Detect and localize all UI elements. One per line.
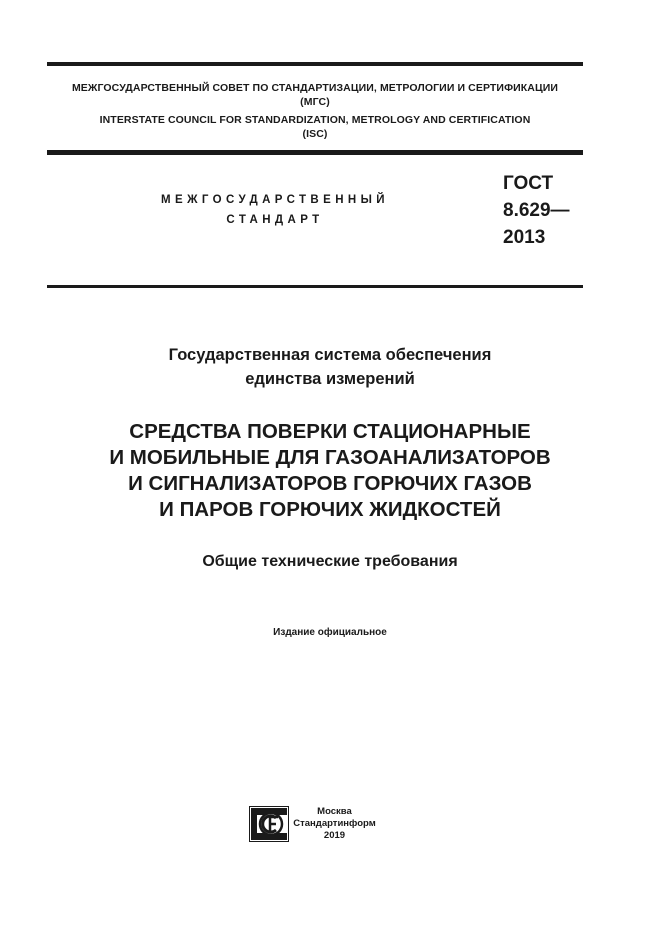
lower-rule	[47, 285, 583, 288]
main-title-line1: СРЕДСТВА ПОВЕРКИ СТАЦИОНАРНЫЕ	[129, 420, 531, 443]
standard-type-line1: МЕЖГОСУДАРСТВЕННЫЙ	[161, 194, 389, 206]
gost-code-line3: 2013	[503, 227, 546, 248]
main-title-line2: И МОБИЛЬНЫЕ ДЛЯ ГАЗОАНАЛИЗАТОРОВ	[109, 446, 551, 469]
council-ru-abbr: (МГС)	[300, 96, 330, 108]
council-russian	[47, 81, 583, 109]
gost-code-line2: 8.629—	[503, 200, 570, 221]
publication-year: 2019	[323, 830, 346, 841]
council-english	[47, 113, 583, 141]
gost-code-line1: ГОСТ	[503, 173, 554, 194]
council-ru-name: МЕЖГОСУДАРСТВЕННЫЙ СОВЕТ ПО СТАНДАРТИЗАЦИИ, МЕТРОЛОГИИ И СЕРТИФИКАЦИИ	[71, 82, 559, 94]
system-title-line2: единства измерений	[245, 370, 415, 388]
publisher-city: Москва	[317, 806, 352, 817]
standartinform-logo-icon	[249, 806, 289, 842]
gost-designation	[503, 170, 570, 251]
system-title	[47, 343, 613, 391]
system-title-line1: Государственная система обеспечения	[168, 346, 492, 364]
publisher-imprint	[292, 806, 377, 842]
publisher-name: Стандартинформ	[293, 818, 376, 829]
subtitle: Общие технические требования	[202, 553, 458, 570]
main-title-line4: И ПАРОВ ГОРЮЧИХ ЖИДКОСТЕЙ	[159, 498, 501, 521]
main-title	[47, 419, 613, 523]
council-en-name: INTERSTATE COUNCIL FOR STANDARDIZATION, METROLOGY AND CERTIFICATION	[99, 114, 531, 126]
main-title-line3: И СИГНАЛИЗАТОРОВ ГОРЮЧИХ ГАЗОВ	[128, 472, 532, 495]
council-en-abbr: (ISC)	[302, 128, 328, 140]
edition-note: Издание официальное	[273, 627, 387, 638]
top-rule	[47, 62, 583, 66]
middle-rule	[47, 150, 583, 155]
standard-type-line2: СТАНДАРТ	[226, 214, 324, 226]
